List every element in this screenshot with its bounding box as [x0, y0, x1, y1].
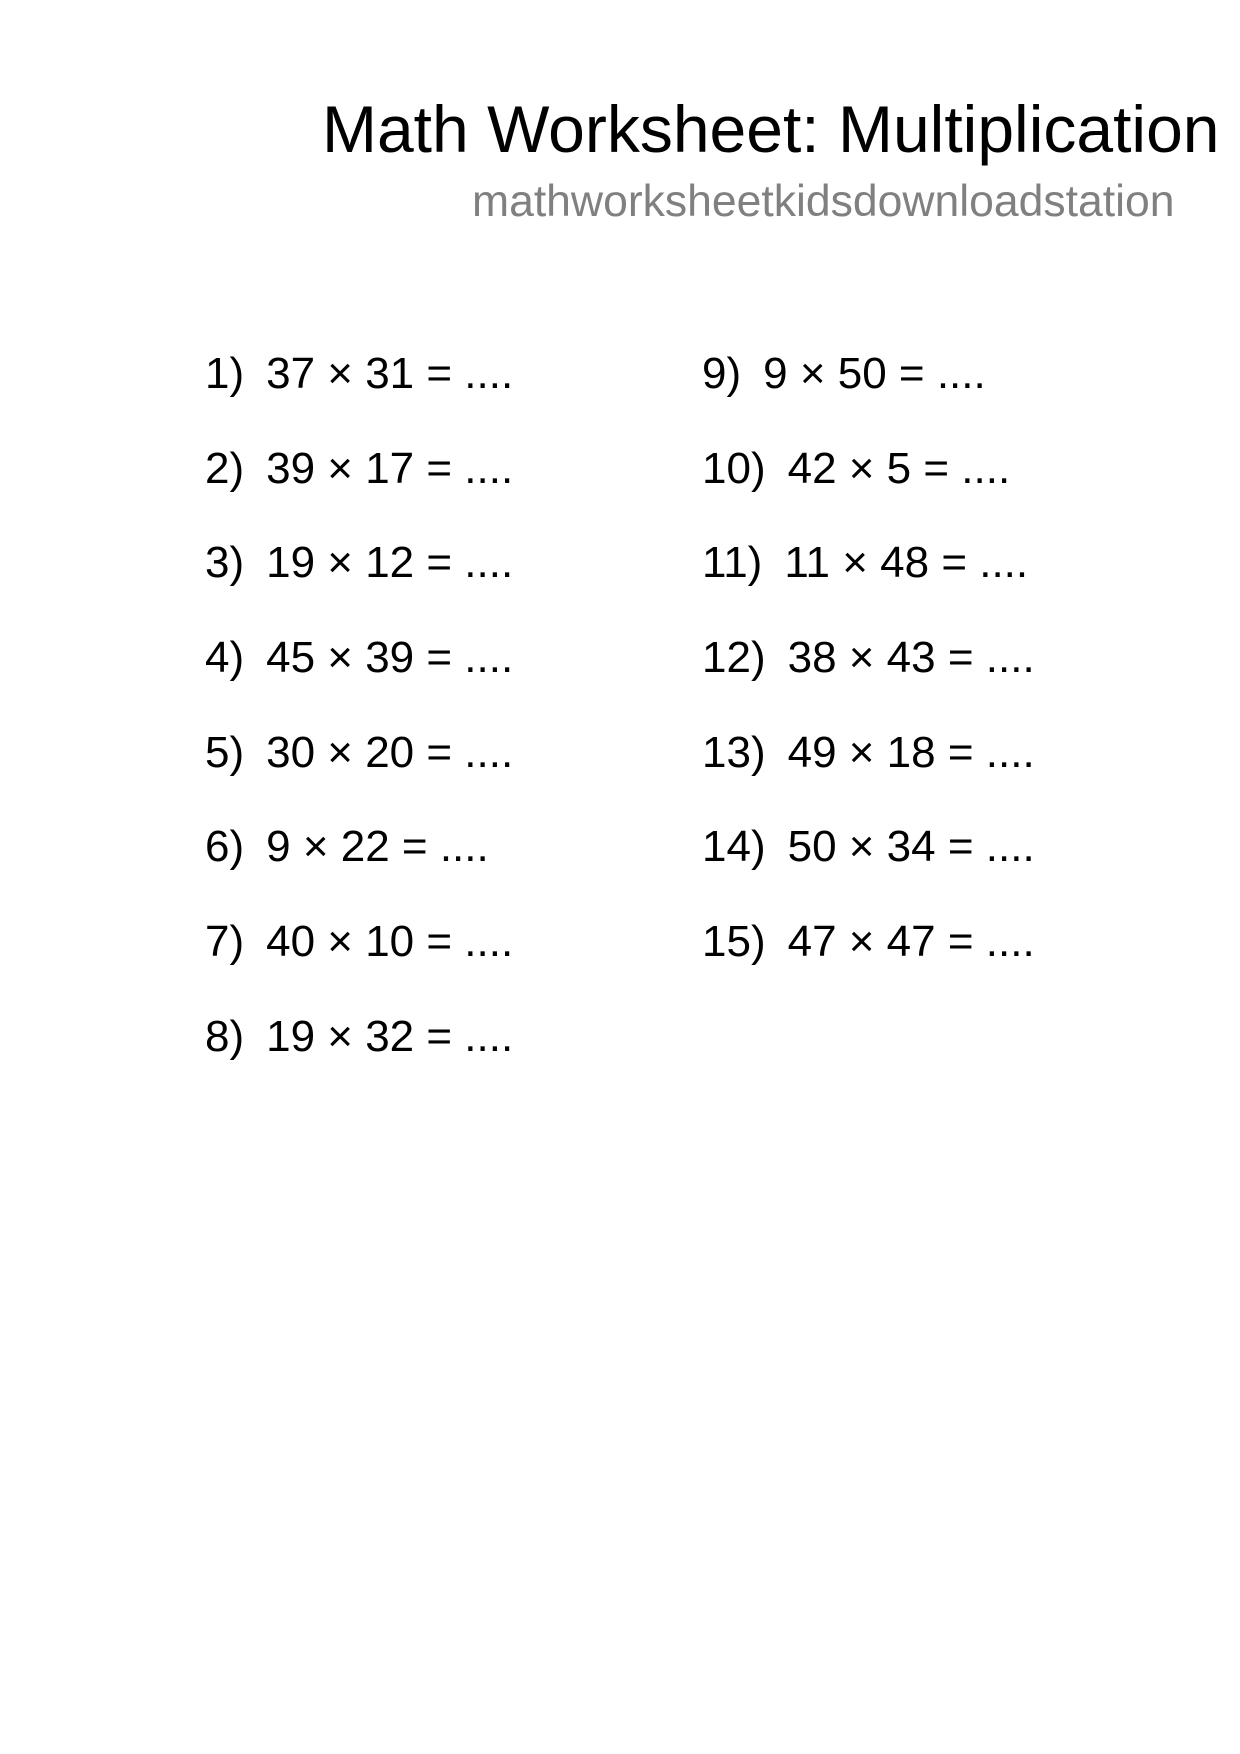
problem-item: [702, 633, 1035, 731]
page-subtitle: mathworksheetkidsdownloadstation: [472, 177, 1175, 226]
problem-number: 11): [702, 538, 763, 588]
problem-expression: 38 × 43 = ....: [787, 633, 1035, 683]
problem-expression: 9 × 22 = ....: [266, 822, 489, 872]
problem-item: [205, 1011, 514, 1110]
problem-expression: 47 × 47 = ....: [787, 917, 1035, 967]
problem-expression: 11 × 48 = ....: [784, 538, 1029, 588]
problem-number: 6): [205, 822, 245, 872]
problem-item: [702, 917, 1035, 1015]
problem-expression: 19 × 12 = ....: [266, 538, 514, 588]
problem-item: [702, 822, 1035, 920]
problem-number: 12): [702, 633, 766, 683]
problem-item: [205, 727, 514, 826]
problem-number: 13): [702, 727, 766, 777]
problem-item: [205, 443, 514, 542]
problem-expression: 19 × 32 = ....: [266, 1011, 514, 1061]
problem-item: [205, 822, 513, 920]
problem-expression: 37 × 31 = ....: [266, 349, 514, 398]
problem-number: 15): [702, 917, 766, 967]
problem-number: 5): [205, 727, 245, 777]
problem-item: [205, 349, 514, 447]
problem-expression: 9 × 50 = ....: [763, 349, 986, 398]
problem-number: 9): [702, 349, 742, 398]
problem-number: 14): [702, 822, 766, 872]
problem-item: [205, 633, 514, 731]
problem-expression: 42 × 5 = ....: [787, 443, 1011, 493]
problem-number: 3): [205, 538, 245, 588]
page-title: Math Worksheet: Multiplication: [322, 92, 1220, 166]
problem-number: 7): [205, 917, 245, 967]
problem-number: 8): [205, 1011, 245, 1061]
problem-expression: 45 × 39 = ....: [266, 633, 514, 683]
problem-expression: 50 × 34 = ....: [787, 822, 1035, 872]
problem-number: 10): [702, 443, 766, 493]
problem-number: 2): [205, 443, 245, 493]
problem-expression: 49 × 18 = ....: [787, 727, 1035, 777]
problem-number: 1): [205, 349, 245, 398]
problem-item: [205, 917, 514, 1015]
problem-expression: 39 × 17 = ....: [266, 443, 514, 493]
problem-column-left: [205, 349, 514, 1110]
problem-item: [702, 727, 1035, 826]
problem-expression: 40 × 10 = ....: [266, 917, 514, 967]
problem-item: [702, 349, 1035, 447]
problem-column-right: [702, 349, 1035, 1015]
problem-number: 4): [205, 633, 245, 683]
problem-expression: 30 × 20 = ....: [266, 727, 514, 777]
problem-item: [702, 443, 1035, 542]
problem-item: [702, 538, 1035, 636]
problem-item: [205, 538, 514, 636]
